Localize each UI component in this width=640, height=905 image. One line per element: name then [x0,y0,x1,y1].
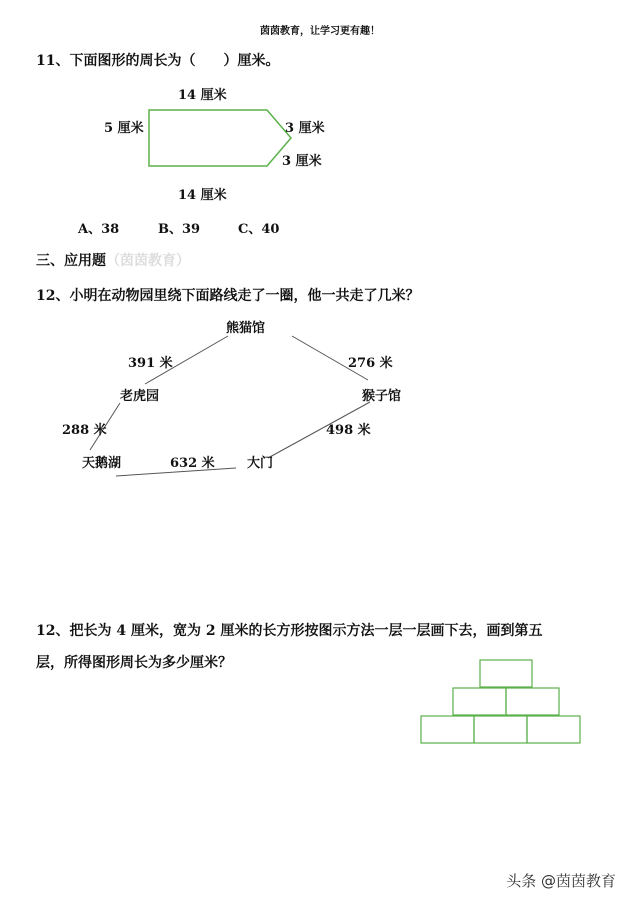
question-11: 11、下面图形的周长为（ ）厘米。 [36,53,280,69]
question-12-rect-line2: 层，所得图形周长为多少厘米？ [36,655,232,671]
dist-panda-monkey: 276 米 [348,356,393,371]
place-monkey: 猴子馆 [362,389,402,404]
question-12-rect-line1: 12、把长为 4 厘米，宽为 2 厘米的长方形按图示方法一层一层画下去，画到第五 [36,623,543,639]
dist-monkey-gate: 498 米 [326,423,371,438]
watermark: 头条 @茵茵教育 [506,872,616,890]
label-top-14cm: 14 厘米 [178,88,227,103]
section-note: （茵茵教育） [106,253,190,269]
label-left-5cm: 5 厘米 [104,121,144,136]
option-b: B、39 [158,222,201,237]
page-header: 茵茵教育，让学习更有趣！ [260,26,380,37]
rect-row1-1 [480,660,532,687]
rect-row3-3 [527,716,580,743]
place-gate: 大门 [247,456,274,471]
rect-row3-1 [421,716,474,743]
label-bottom-14cm: 14 厘米 [178,188,227,203]
place-tiger: 老虎园 [120,389,160,404]
option-c: C、40 [238,222,280,237]
rect-row3-2 [474,716,527,743]
dist-panda-tiger: 391 米 [128,356,173,371]
place-panda: 熊猫馆 [226,321,266,336]
section-title-text: 三、应用题 [36,253,106,269]
rect-row2-2 [506,688,559,715]
dist-swan-gate: 632 米 [170,456,215,471]
label-right-top-3cm: 3 厘米 [285,121,325,136]
option-a: A、38 [78,222,120,237]
dist-tiger-swan: 288 米 [62,423,107,438]
rect-row2-1 [453,688,506,715]
question-12-route: 12、小明在动物园里绕下面路线走了一圈，他一共走了几米？ [36,288,420,304]
place-swan: 天鹅湖 [82,456,122,471]
label-right-bottom-3cm: 3 厘米 [282,154,322,169]
